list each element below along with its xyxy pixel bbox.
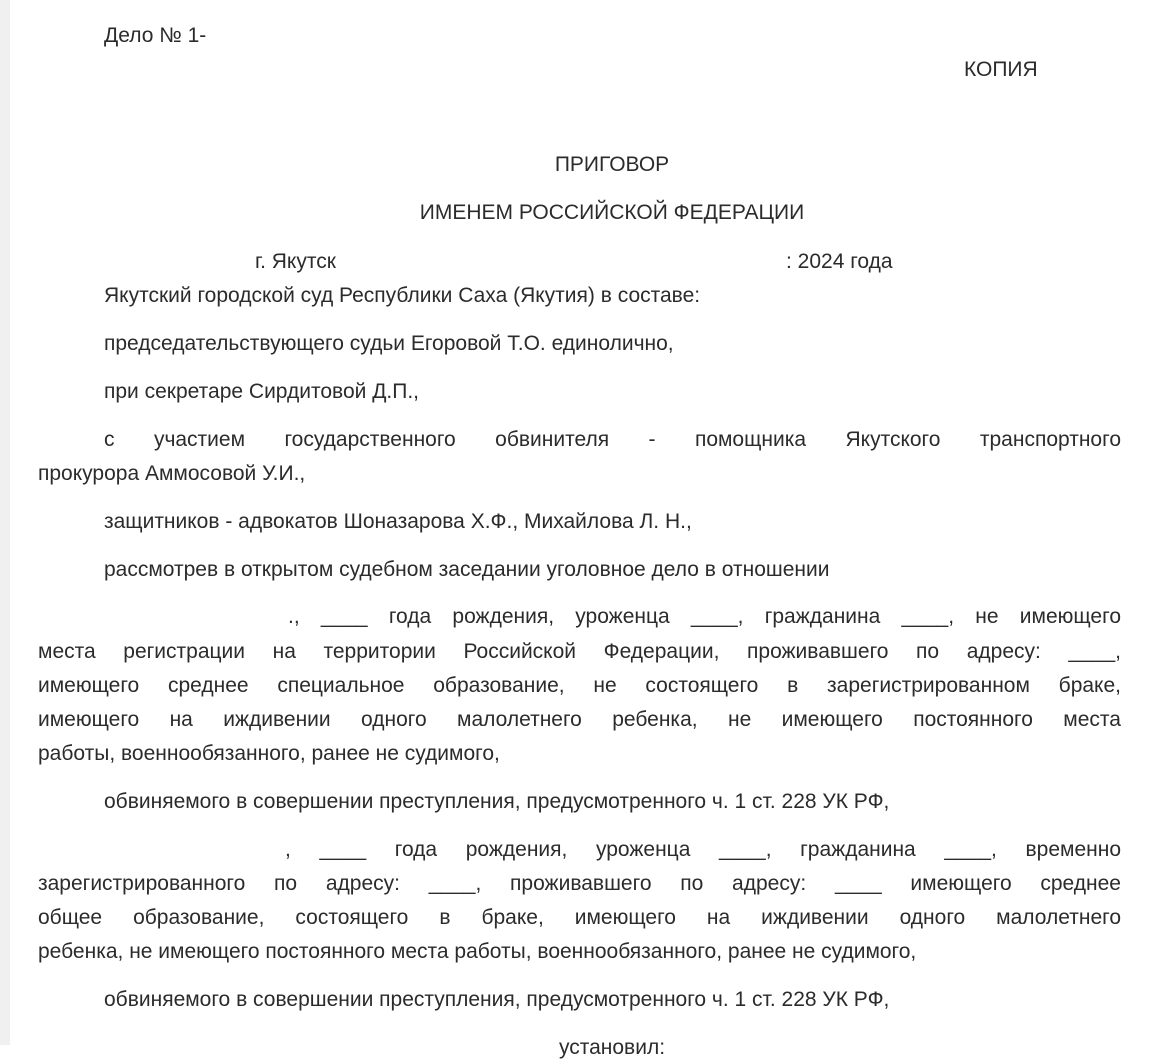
prosecutor-line-1: с участием государственного обвинителя - помощника Якутского транспортного — [104, 428, 1121, 451]
case-number: Дело № 1- — [104, 24, 207, 47]
secretary-line: при секретаре Сирдитовой Д.П., — [104, 380, 420, 403]
defendant1-line-4: имеющего на иждивении одного малолетнего ребенка, не имеющего постоянного места — [38, 708, 1121, 731]
defendant2-line-2: зарегистрированного по адресу: ____, проживавшего по адресу: ____ имеющего среднее — [38, 872, 1121, 895]
date: : 2024 года — [786, 250, 893, 273]
defendant2-line-4: ребенка, не имеющего постоянного места работы, военнообязанного, ранее не судимого, — [38, 940, 917, 963]
defendant1-line-1: ., ____ года рождения, уроженца ____, гражданина ____, не имеющего — [288, 605, 1121, 628]
considered-line: рассмотрев в открытом судебном заседании уголовное дело в отношении — [104, 558, 830, 581]
city: г. Якутск — [255, 250, 336, 273]
judge-line: председательствующего судьи Егоровой Т.О. единолично, — [104, 332, 674, 355]
defendant2-line-3: общее образование, состоящего в браке, имеющего на иждивении одного малолетнего — [38, 906, 1121, 929]
court-line: Якутский городской суд Республики Саха (Якутия) в составе: — [104, 284, 701, 307]
copy-mark: КОПИЯ — [964, 58, 1038, 81]
defenders-line: защитников - адвокатов Шоназарова Х.Ф., Михайлова Л. Н., — [104, 510, 692, 533]
defendant2-line-1: , ____ года рождения, уроженца ____, гражданина ____, временно — [285, 838, 1121, 861]
defendant1-line-2: места регистрации на территории Российской Федерации, проживавшего по адресу: ____, — [38, 640, 1121, 663]
defendant1-line-3: имеющего среднее специальное образование, не состоящего в зарегистрированном браке, — [38, 674, 1121, 697]
established-heading: установил: — [558, 1036, 666, 1059]
defendant1-line-5: работы, военнообязанного, ранее не судимого, — [38, 742, 500, 765]
document-title: ПРИГОВОР — [554, 153, 670, 176]
prosecutor-line-2: прокурора Аммосовой У.И., — [38, 462, 306, 485]
charge-2: обвиняемого в совершении преступления, предусмотренного ч. 1 ст. 228 УК РФ, — [104, 988, 890, 1011]
document-subtitle: ИМЕНЕМ РОССИЙСКОЙ ФЕДЕРАЦИИ — [419, 201, 805, 224]
charge-1: обвиняемого в совершении преступления, предусмотренного ч. 1 ст. 228 УК РФ, — [104, 790, 890, 813]
